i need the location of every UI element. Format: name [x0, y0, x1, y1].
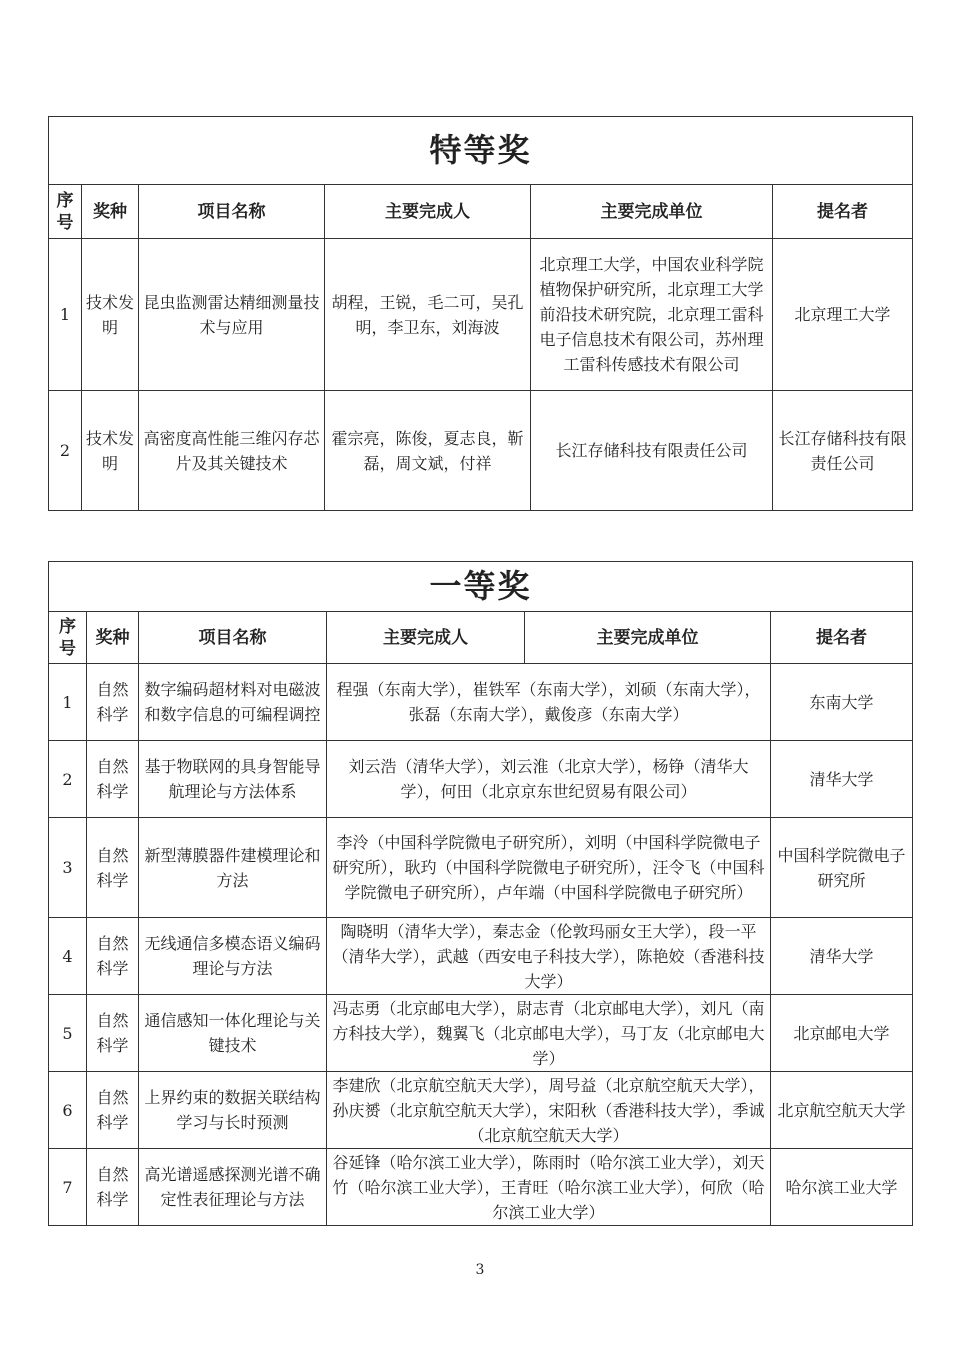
header-people: 主要完成人 [327, 612, 525, 664]
row-no: 5 [49, 995, 87, 1072]
table-row [49, 1072, 913, 1149]
row-nominator: 清华大学 [771, 918, 913, 995]
row-people: 刘云浩（清华大学），刘云淮（北京大学），杨铮（清华大学），何田（北京京东世纪贸易有限公司） [327, 741, 771, 818]
row-type: 自然科学 [87, 1072, 139, 1149]
row-type: 自然科学 [87, 741, 139, 818]
row-no: 6 [49, 1072, 87, 1149]
row-project: 数字编码超材料对电磁波和数字信息的可编程调控 [139, 664, 327, 741]
row-no: 1 [49, 239, 82, 391]
row-no: 2 [49, 391, 82, 511]
table-row [49, 918, 913, 995]
row-no: 2 [49, 741, 87, 818]
header-no: 序号 [49, 185, 82, 239]
row-project: 无线通信多模态语义编码理论与方法 [139, 918, 327, 995]
row-nominator: 哈尔滨工业大学 [771, 1149, 913, 1226]
row-nominator: 长江存储科技有限责任公司 [773, 391, 913, 511]
page-number: 3 [475, 1262, 485, 1278]
row-units: 长江存储科技有限责任公司 [531, 391, 773, 511]
row-nominator: 中国科学院微电子研究所 [771, 818, 913, 918]
row-nominator: 清华大学 [771, 741, 913, 818]
row-project: 高光谱遥感探测光谱不确定性表征理论与方法 [139, 1149, 327, 1226]
header-nominator: 提名者 [773, 185, 913, 239]
row-nominator: 东南大学 [771, 664, 913, 741]
row-type: 自然科学 [87, 1149, 139, 1226]
row-nominator: 北京航空航天大学 [771, 1072, 913, 1149]
row-nominator: 北京邮电大学 [771, 995, 913, 1072]
table-row [49, 741, 913, 818]
header-units: 主要完成单位 [525, 612, 771, 664]
row-project: 新型薄膜器件建模理论和方法 [139, 818, 327, 918]
table-row [49, 664, 913, 741]
header-type: 奖种 [87, 612, 139, 664]
row-type: 自然科学 [87, 918, 139, 995]
row-type: 自然科学 [87, 995, 139, 1072]
row-people: 谷延锋（哈尔滨工业大学），陈雨时（哈尔滨工业大学），刘天竹（哈尔滨工业大学），王青旺（哈尔滨工业大学），何欣（哈尔滨工业大学） [327, 1149, 771, 1226]
row-people: 霍宗亮，陈俊，夏志良，靳磊，周文斌，付祥 [325, 391, 531, 511]
first-award-table [48, 561, 913, 1226]
row-no: 7 [49, 1149, 87, 1226]
row-type: 技术发明 [82, 391, 139, 511]
header-nominator: 提名者 [771, 612, 913, 664]
row-type: 自然科学 [87, 818, 139, 918]
row-people: 李泠（中国科学院微电子研究所），刘明（中国科学院微电子研究所），耿玓（中国科学院微电子研究所），汪令飞（中国科学院微电子研究所），卢年端（中国科学院微电子研究所） [327, 818, 771, 918]
header-project: 项目名称 [139, 185, 325, 239]
row-no: 3 [49, 818, 87, 918]
row-people: 陶晓明（清华大学），秦志金（伦敦玛丽女王大学），段一平（清华大学），武越（西安电子科技大学），陈艳姣（香港科技大学） [327, 918, 771, 995]
table-row [49, 1149, 913, 1226]
special-award-title: 特等奖 [49, 117, 913, 185]
row-project: 通信感知一体化理论与关键技术 [139, 995, 327, 1072]
header-people: 主要完成人 [325, 185, 531, 239]
row-project: 昆虫监测雷达精细测量技术与应用 [139, 239, 325, 391]
header-project: 项目名称 [139, 612, 327, 664]
table-row [49, 391, 913, 511]
row-type: 技术发明 [82, 239, 139, 391]
row-people: 程强（东南大学），崔铁军（东南大学），刘硕（东南大学），张磊（东南大学），戴俊彦（东南大学） [327, 664, 771, 741]
first-award-title: 一等奖 [49, 562, 913, 612]
row-people: 胡程，王锐，毛二可，吴孔明，李卫东，刘海波 [325, 239, 531, 391]
row-no: 1 [49, 664, 87, 741]
special-award-table [48, 116, 913, 511]
row-no: 4 [49, 918, 87, 995]
row-project: 上界约束的数据关联结构学习与长时预测 [139, 1072, 327, 1149]
table-row [49, 818, 913, 918]
row-nominator: 北京理工大学 [773, 239, 913, 391]
row-units: 北京理工大学，中国农业科学院植物保护研究所，北京理工大学前沿技术研究院，北京理工雷科电子信息技术有限公司，苏州理工雷科传感技术有限公司 [531, 239, 773, 391]
header-units: 主要完成单位 [531, 185, 773, 239]
row-project: 高密度高性能三维闪存芯片及其关键技术 [139, 391, 325, 511]
row-people: 冯志勇（北京邮电大学），尉志青（北京邮电大学），刘凡（南方科技大学），魏翼飞（北京邮电大学），马丁友（北京邮电大学） [327, 995, 771, 1072]
header-no: 序号 [49, 612, 87, 664]
table-row [49, 995, 913, 1072]
row-type: 自然科学 [87, 664, 139, 741]
header-type: 奖种 [82, 185, 139, 239]
row-project: 基于物联网的具身智能导航理论与方法体系 [139, 741, 327, 818]
table-row [49, 239, 913, 391]
row-people: 李建欣（北京航空航天大学），周号益（北京航空航天大学），孙庆赟（北京航空航天大学），宋阳秋（香港科技大学），季诚（北京航空航天大学） [327, 1072, 771, 1149]
